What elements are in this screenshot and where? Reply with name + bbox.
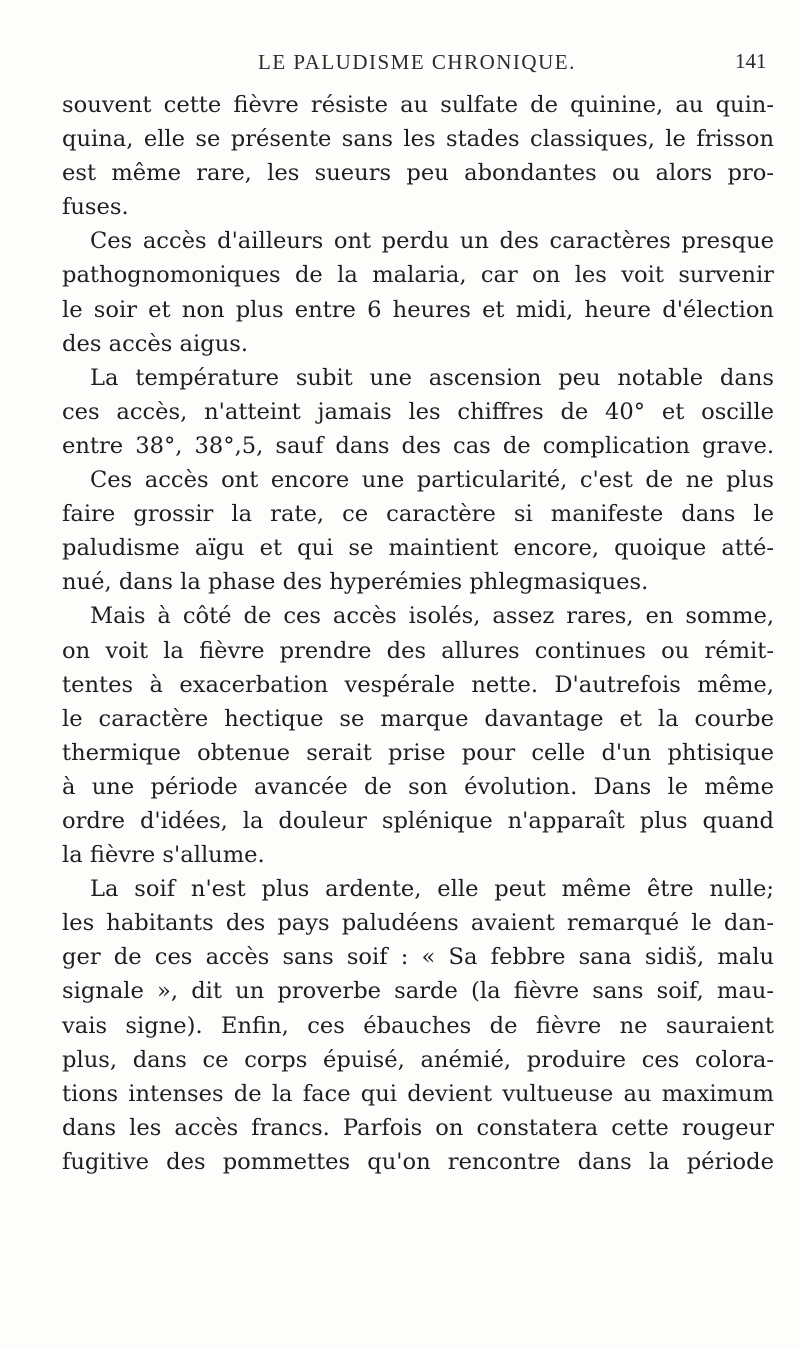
text-line: Ces accès ont encore une particularité, c'est de ne plus xyxy=(90,467,774,494)
text-line: tions intenses de la face qui devient vultueuse au maximum xyxy=(62,1080,774,1107)
text-line: fugitive des pommettes qu'on rencontre dans la période xyxy=(62,1148,774,1175)
text-line: vais signe). Enfin, ces ébauches de fièvre ne sauraient xyxy=(62,1012,774,1039)
text-line: souvent cette fièvre résiste au sulfate de quinine, au quin- xyxy=(62,92,774,118)
text-line: la fièvre s'allume. xyxy=(62,842,265,869)
text-line: est même rare, les sueurs peu abondantes ou alors pro- xyxy=(62,160,774,187)
text-line: fuses. xyxy=(62,194,129,221)
running-title: LE PALUDISME CHRONIQUE. xyxy=(258,50,576,74)
text-line: thermique obtenue serait prise pour celle d'un phtisique xyxy=(62,739,774,766)
text-line: dans les accès francs. Parfois on constatera cette rougeur xyxy=(62,1114,774,1141)
text-line: pathognomoniques de la malaria, car on les voit survenir xyxy=(62,262,774,289)
text-line: à une période avancée de son évolution. Dans le même xyxy=(62,773,774,800)
text-line: des accès aigus. xyxy=(62,330,249,357)
text-line: La soif n'est plus ardente, elle peut même être nulle; xyxy=(90,876,774,903)
text-line: tentes à exacerbation vespérale nette. D'autrefois même, xyxy=(62,671,774,698)
text-line: le soir et non plus entre 6 heures et midi, heure d'élection xyxy=(62,296,774,323)
text-line: entre 38°, 38°,5, sauf dans des cas de complication grave. xyxy=(62,432,774,459)
text-line: les habitants des pays paludéens avaient remarqué le dan- xyxy=(62,910,774,937)
text-line: signale », dit un proverbe sarde (la fièvre sans soif, mau- xyxy=(62,978,774,1005)
text-line: ces accès, n'atteint jamais les chiffres de 40° et oscille xyxy=(62,398,774,425)
text-line: La température subit une ascension peu notable dans xyxy=(90,364,774,391)
text-line: quina, elle se présente sans les stades classiques, le frisson xyxy=(62,126,774,153)
text-line: Ces accès d'ailleurs ont perdu un des caractères presque xyxy=(90,228,774,255)
body-text xyxy=(62,88,774,1179)
text-line: ger de ces accès sans soif : « Sa febbre sana sidiš, malu xyxy=(62,944,774,971)
text-line: le caractère hectique se marque davantage et la courbe xyxy=(62,705,774,732)
page-number: 141 xyxy=(735,49,767,73)
text-line: on voit la fièvre prendre des allures continues ou rémit- xyxy=(62,637,774,664)
text-line: ordre d'idées, la douleur splénique n'apparaît plus quand xyxy=(62,807,774,834)
text-line: faire grossir la rate, ce caractère si manifeste dans le xyxy=(62,501,774,528)
text-line: paludisme aïgu et qui se maintient encore, quoique atté- xyxy=(62,535,774,562)
text-line: plus, dans ce corps épuisé, anémié, produire ces colora- xyxy=(62,1046,774,1073)
text-line: nué, dans la phase des hyperémies phlegmasiques. xyxy=(62,569,649,596)
text-line: Mais à côté de ces accès isolés, assez rares, en somme, xyxy=(90,603,774,630)
page-header xyxy=(0,44,800,84)
